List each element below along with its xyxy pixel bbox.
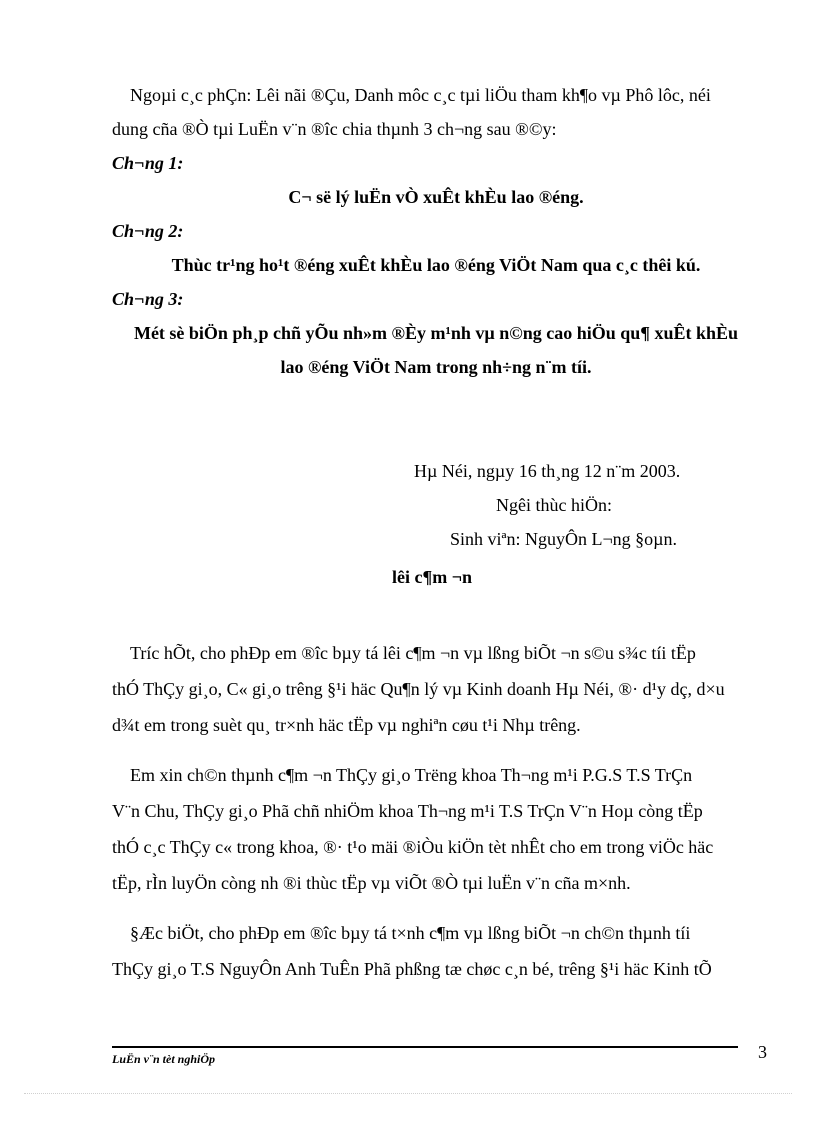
ack-p3-line-2: ThÇy gi¸o T.S NguyÔn Anh TuÊn Phã phßng tæ chøc c¸n bé, trêng §¹i häc Kinh tÕ <box>112 959 712 979</box>
ack-p2-line-1: Em xin ch©n thµnh c¶m ¬n ThÇy gi¸o Trëng khoa Th¬ng m¹i P.G.S T.S TrÇn <box>130 765 693 785</box>
page-bottom-divider <box>24 1093 792 1094</box>
ack-p1-line-3: d¾t em trong suèt qu¸ tr×nh häc tËp vµ nghiªn cøu t¹i Nhµ trêng. <box>112 715 581 735</box>
footer-label: LuËn v¨n tèt nghiÖp <box>112 1052 216 1066</box>
signature-author: Sinh viªn: NguyÔn L¬ng §oµn. <box>450 529 677 549</box>
signature-role: Ngêi thùc hiÖn: <box>496 495 612 515</box>
ack-heading: lêi c¶m ¬n <box>392 567 472 587</box>
chapter-1-title: C¬ së lý luËn vÒ xuÊt khÈu lao ®éng. <box>288 187 584 207</box>
chapter-3-label: Ch¬ng 3: <box>112 289 184 309</box>
chapter-2-title: Thùc tr¹ng ho¹t ®éng xuÊt khÈu lao ®éng ViÖt Nam qua c¸c thêi kú. <box>171 255 701 275</box>
chapter-1-label: Ch¬ng 1: <box>112 153 184 173</box>
chapter-2-label: Ch¬ng 2: <box>112 221 184 241</box>
ack-p1-line-1: Tríc hÕt, cho phÐp em ®îc bµy tá lêi c¶m ¬n vµ lßng biÕt ¬n s©u s¾c tíi tËp <box>130 643 696 663</box>
ack-p2-line-2: V¨n Chu, ThÇy gi¸o Phã chñ nhiÖm khoa Th¬ng m¹i T.S TrÇn V¨n Hoµ còng tËp <box>112 801 703 821</box>
ack-p3-line-1: §Æc biÖt, cho phÐp em ®îc bµy tá t×nh c¶m vµ lßng biÕt ¬n ch©n thµnh tíi <box>130 923 691 943</box>
chapter-3-title-line-1: Mét sè biÖn ph¸p chñ yÕu nh»m ®Èy m¹nh vµ n©ng cao hiÖu qu¶ xuÊt khÈu <box>133 323 739 343</box>
chapter-3-title-line-2: lao ®éng ViÖt Nam trong nh÷ng n¨m tíi. <box>280 357 592 377</box>
intro-line-1 <box>112 84 760 106</box>
ack-p1-line-2: thÓ ThÇy gi¸o, C« gi¸o trêng §¹i häc Qu¶n lý vµ Kinh doanh Hµ Néi, ®· d¹y dç, d×u <box>112 679 725 699</box>
intro-line-1-text: Ngoµi c¸c phÇn: Lêi nãi ®Çu, Danh môc c¸c tµi liÖu tham kh¶o vµ Phô lôc, néi <box>130 85 711 105</box>
page-number: 3 <box>758 1042 767 1062</box>
footer-rule <box>112 1046 738 1048</box>
intro-line-2: dung cña ®Ò tµi LuËn v¨n ®îc chia thµnh 3 ch¬ng sau ®©y: <box>112 119 557 139</box>
ack-p2-line-3: thÓ c¸c ThÇy c« trong khoa, ®· t¹o mäi ®iÒu kiÖn tèt nhÊt cho em trong viÖc häc <box>112 837 714 857</box>
ack-p2-line-4: tËp, rÌn luyÖn còng nh ®i thùc tËp vµ viÕt ®Ò tµi luËn v¨n cña m×nh. <box>112 873 631 893</box>
signature-place-date: Hµ Néi, ngµy 16 th¸ng 12 n¨m 2003. <box>414 461 681 481</box>
